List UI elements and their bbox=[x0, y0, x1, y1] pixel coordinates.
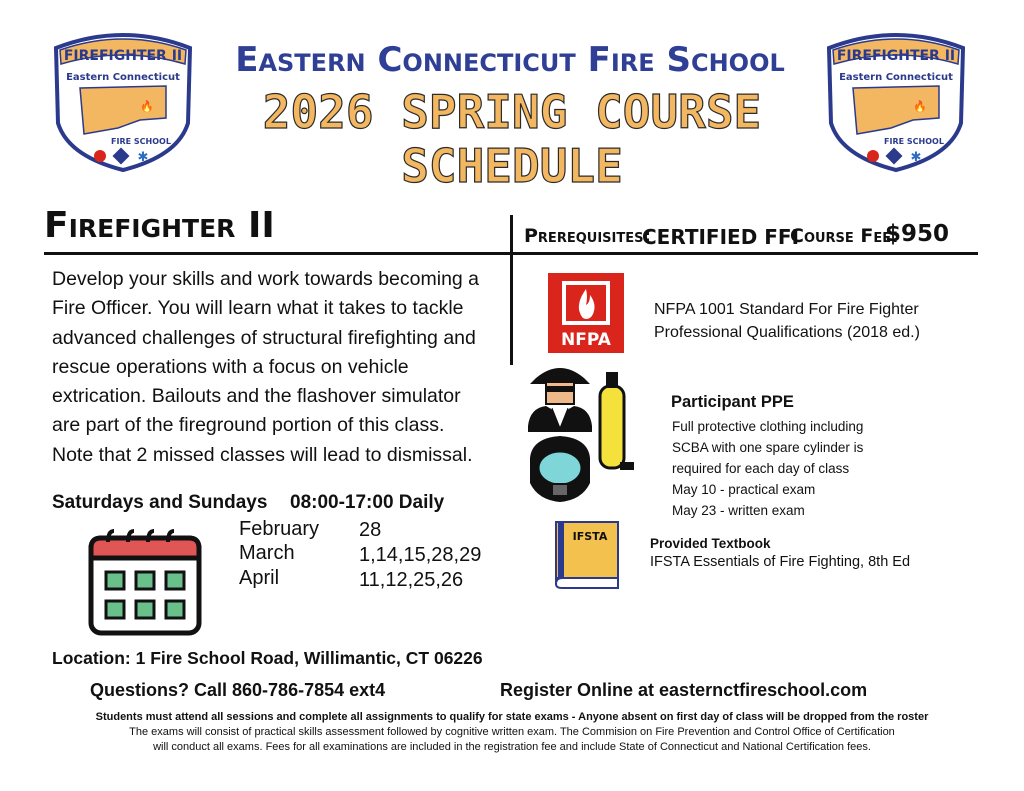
schedule-title: 2026 SPRING COURSE SCHEDULE bbox=[262, 85, 762, 193]
schedule-month: March bbox=[239, 542, 295, 564]
ppe-line: Full protective clothing including bbox=[672, 419, 864, 434]
badge-title: FIREFIGHTER II bbox=[63, 48, 183, 64]
description-line: Note that 2 missed classes will lead to dismissal. bbox=[52, 443, 473, 466]
ppe-line: May 23 - written exam bbox=[672, 503, 805, 518]
description-line: are part of the fireground portion of this class. bbox=[52, 414, 445, 437]
fine-print-line: will conduct all exams. Fees for all examinations are included in the registration fee and include State of Connecticut and National Certification fees. bbox=[153, 741, 871, 753]
nfpa-line: Professional Qualifications (2018 ed.) bbox=[654, 324, 920, 341]
description-line: Develop your skills and work towards becoming a bbox=[52, 268, 480, 290]
ppe-line: SCBA with one spare cylinder is bbox=[672, 440, 864, 455]
fine-print-line: The exams will consist of practical skills assessment followed by cognitive written exam. The Commision on Fire Prevention and Control Office of Certification bbox=[129, 726, 895, 738]
ppe-line: required for each day of class bbox=[672, 461, 850, 476]
star-of-life-icon: ✱ bbox=[137, 149, 149, 164]
course-fee-value: $950 bbox=[885, 221, 950, 247]
description-line: rescue operations with a focus on vehicle bbox=[52, 355, 409, 378]
ppe-details bbox=[672, 416, 863, 521]
course-description bbox=[52, 265, 512, 470]
fine-print-line: Students must attend all sessions and complete all assignments to qualify for state exams - Anyone absent on first day of class will be dropped from the roster bbox=[95, 711, 929, 723]
schedule-days: Saturdays and Sundays bbox=[52, 492, 268, 513]
ifsta-book-icon bbox=[548, 518, 624, 590]
prerequisites-label: Prerequisites: bbox=[524, 225, 652, 247]
calendar-icon bbox=[88, 528, 202, 636]
course-title: Firefighter II bbox=[44, 205, 275, 246]
ppe-heading: Participant PPE bbox=[671, 393, 794, 411]
fire-school-badge-left bbox=[48, 28, 198, 173]
schedule-month: February bbox=[239, 518, 320, 540]
schedule-dates: 11,12,25,26 bbox=[359, 569, 464, 591]
flame-icon: 🔥 bbox=[140, 101, 154, 113]
flame-icon: 🔥 bbox=[913, 101, 927, 113]
questions-phone: Questions? Call 860-786-7854 ext4 bbox=[90, 680, 386, 700]
description-line: extrication. Bailouts and the flashover simulator bbox=[52, 385, 461, 408]
textbook-title: IFSTA Essentials of Fire Fighting, 8th Ed bbox=[650, 554, 911, 570]
star-of-life-icon: ✱ bbox=[910, 149, 922, 164]
course-fee-label: Course Fee: bbox=[790, 225, 899, 247]
schedule-time: 08:00-17:00 Daily bbox=[290, 492, 445, 513]
description-line: advanced challenges of structural firefighting and bbox=[52, 326, 476, 349]
nfpa-line: NFPA 1001 Standard For Fire Fighter bbox=[654, 301, 919, 318]
badge-line1: Eastern Connecticut bbox=[839, 72, 953, 83]
register-online-link[interactable]: Register Online at easternctfireschool.com bbox=[500, 680, 868, 700]
prerequisites-value: CERTIFIED FFI bbox=[642, 225, 800, 249]
nfpa-logo-text: NFPA bbox=[561, 330, 611, 350]
badge-line1: Eastern Connecticut bbox=[66, 72, 180, 83]
ppe-line: May 10 - practical exam bbox=[672, 482, 816, 497]
ifsta-logo-text: IFSTA bbox=[572, 530, 608, 543]
schedule-month: April bbox=[239, 567, 280, 589]
nfpa-logo-icon bbox=[548, 273, 624, 353]
firefighter-ppe-icon bbox=[522, 358, 637, 503]
nfpa-standard bbox=[654, 298, 920, 344]
badge-line2: FIRE SCHOOL bbox=[884, 137, 944, 146]
school-name: Eastern Connecticut Fire School bbox=[235, 40, 785, 80]
textbook-heading: Provided Textbook bbox=[650, 536, 771, 551]
badge-line2: FIRE SCHOOL bbox=[111, 137, 171, 146]
schedule-dates: 1,14,15,28,29 bbox=[359, 544, 482, 566]
location: Location: 1 Fire School Road, Willimantic, CT 06226 bbox=[52, 648, 483, 668]
schedule-dates: 28 bbox=[359, 519, 382, 541]
badge-title: FIREFIGHTER II bbox=[836, 48, 956, 64]
fire-school-badge-right bbox=[821, 28, 971, 173]
description-line: Fire Officer. You will learn what it takes to tackle bbox=[52, 297, 464, 320]
